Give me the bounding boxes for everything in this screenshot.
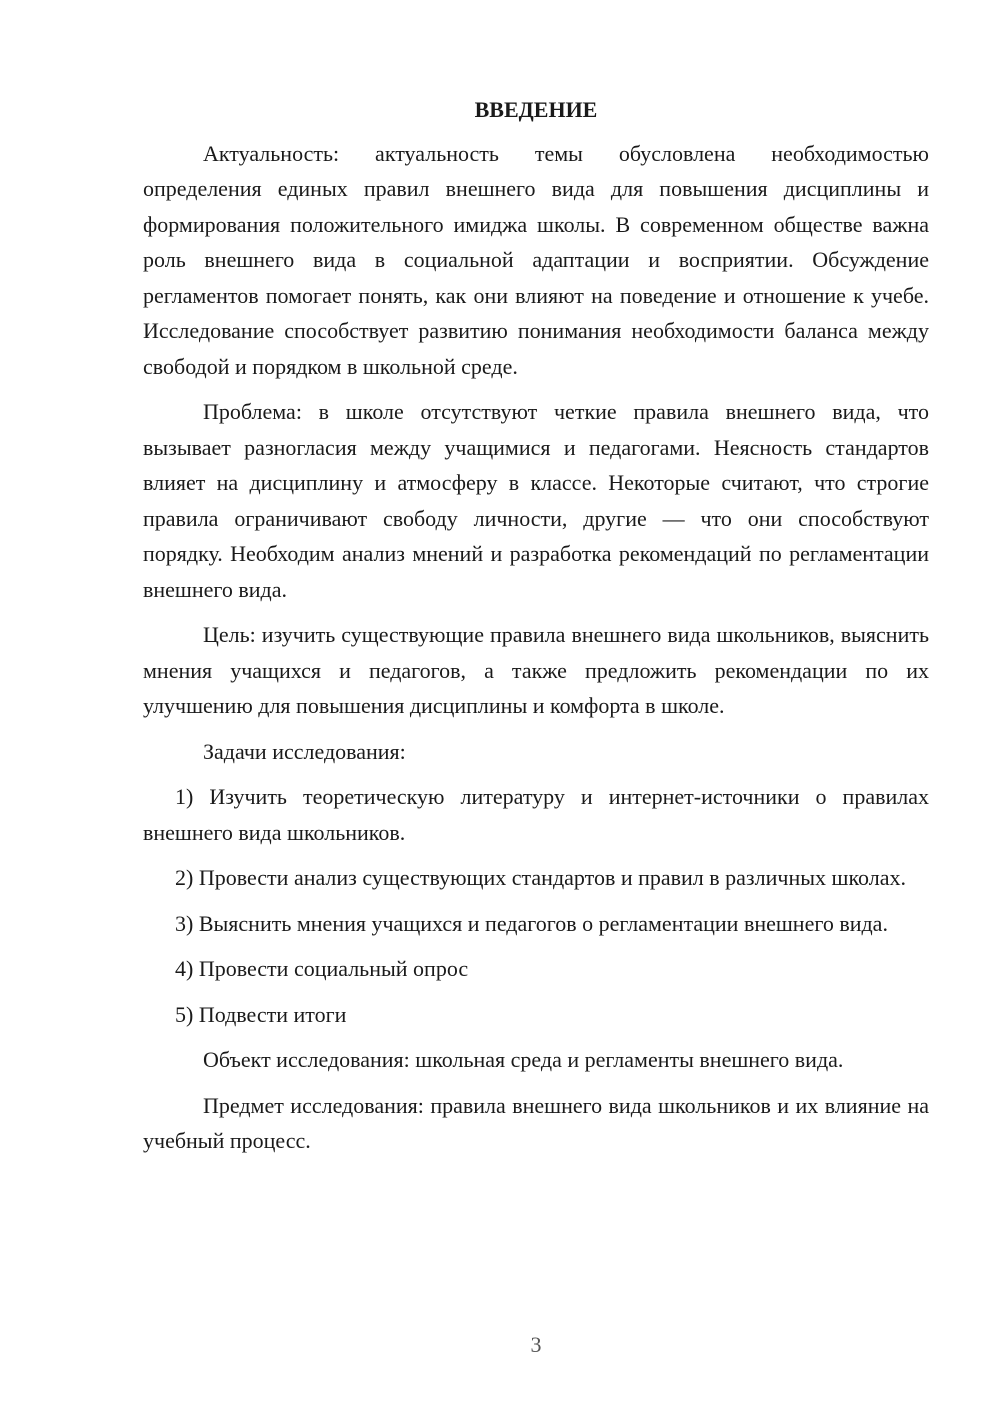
list-item: 5) Подвести итоги bbox=[175, 1001, 347, 1027]
document-page bbox=[143, 92, 929, 1169]
subject-paragraph: Предмет исследования: правила внешнего вида школьников и их влияние на учебный процесс. bbox=[143, 1092, 929, 1153]
goal-paragraph: Цель: изучить существующие правила внешнего вида школьников, выяснить мнения учащихся и педагогов, а также предложить рекомендации по их улучшению для повышения дисциплины и комфорта в школе. bbox=[143, 622, 929, 718]
page-number: 3 bbox=[530, 1332, 542, 1357]
tasks-list bbox=[143, 779, 929, 1032]
list-item: 1) Изучить теоретическую литературу и интернет-источники о правилах внешнего вида школьников. bbox=[143, 784, 929, 845]
tasks-heading: Задачи исследования: bbox=[203, 738, 406, 764]
problem-paragraph: Проблема: в школе отсутствуют четкие правила внешнего вида, что вызывает разногласия между учащимися и педагогами. Неясность стандартов влияет на дисциплину и атмосферу в классе. Некоторые считают, что строгие правила ограничивают свободу личности, другие — что они способствуют порядку. Необходим анализ мнений и разработка рекомендаций по регламентации внешнего вида. bbox=[143, 399, 929, 602]
relevance-paragraph: Актуальность: актуальность темы обусловлена необходимостью определения единых правил внешнего вида для повышения дисциплины и формирования положительного имиджа школы. В современном обществе важна роль внешнего вида в социальной адаптации и восприятии. Обсуждение регламентов помогает понять, как они влияют на поведение и отношение к учебе. Исследование способствует развитию понимания необходимости баланса между свободой и порядком в школьной среде. bbox=[143, 140, 929, 379]
list-item: 4) Провести социальный опрос bbox=[175, 956, 469, 981]
list-item: 2) Провести анализ существующих стандартов и правил в различных школах. bbox=[175, 865, 906, 890]
object-paragraph: Объект исследования: школьная среда и регламенты внешнего вида. bbox=[203, 1047, 844, 1072]
page-title: ВВЕДЕНИЕ bbox=[474, 97, 598, 122]
list-item: 3) Выяснить мнения учащихся и педагогов о регламентации внешнего вида. bbox=[175, 910, 888, 936]
